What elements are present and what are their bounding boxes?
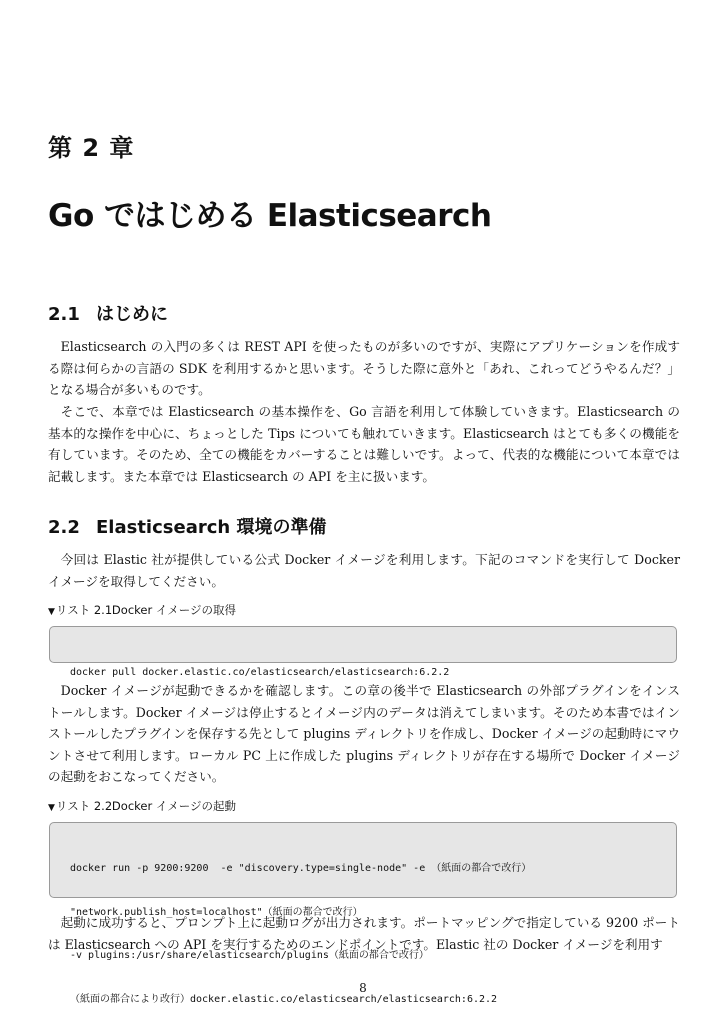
listing-caption (48, 798, 236, 814)
code-line: docker run -p 9200:9200 -e "discovery.type=single-node" -e （紙面の都合で改行） (70, 863, 532, 874)
section-number: 2.2 (48, 517, 80, 538)
code-line: "network.publish_host=localhost"（紙面の都合で改行） (70, 906, 363, 918)
code-line: -v plugins:/usr/share/elasticsearch/plugins（紙面の都合で改行） (70, 950, 429, 961)
page-number: 8 (359, 981, 367, 995)
paragraph: そこで、本章では Elasticsearch の基本操作を、Go 言語を利用して体験していきます。Elasticsearch の基本的な操作を中心に、ちょっとした Tips についても触れていきます。Elasticsearch はとても多くの機能を有しています。そのため、全ての機能をカバーすることは難しいです。よって、代表的な機能について本章では記載します。また本章では Elasticsearch の API を主に扱います。 (48, 404, 680, 484)
code-line: （紙面の都合により改行）docker.elastic.co/elasticsearch/elasticsearch:6.2.2 (70, 993, 498, 1005)
chapter-title: Go ではじめる Elasticsearch (48, 198, 492, 234)
listing-title: Docker イメージの起動 (111, 799, 236, 813)
chapter-label: 第 2 章 (48, 134, 135, 162)
section-heading-2-1 (48, 300, 168, 326)
section-title: はじめに (96, 304, 168, 325)
paragraph: 今回は Elastic 社が提供している公式 Docker イメージを利用します。下記のコマンドを実行して Docker イメージを取得してください。 (48, 552, 680, 589)
listing-number: リスト 2.2 (55, 799, 113, 813)
listing-number: リスト 2.1 (55, 603, 113, 617)
code-block (49, 626, 677, 678)
listing-caption (48, 602, 236, 618)
paragraph: 起動に成功すると、プロンプト上に起動ログが出力されます。ポートマッピングで指定している 9200 ポートは Elasticsearch への API を実行するためのエンドポイントです。Elastic 社の Docker イメージを利用す (48, 915, 680, 952)
triangle-marker-icon: ▼ (48, 803, 55, 813)
section-number: 2.1 (48, 304, 80, 325)
triangle-marker-icon: ▼ (48, 607, 55, 617)
section-title: Elasticsearch 環境の準備 (96, 517, 327, 538)
listing-title: Docker イメージの取得 (111, 603, 236, 617)
paragraph: Docker イメージが起動できるかを確認します。この章の後半で Elasticsearch の外部プラグインをインストールします。Docker イメージは停止するとイメージ内のデータは消えてしまいます。そのため本書ではインストールしたプラグインを保存する先として plugins ディレクトリを作成し、Docker イメージの起動時にマウントさせて利用します。ローカル PC 上に作成した plugins ディレクトリが存在する場所で Docker イメージの起動をおこなってください。 (48, 683, 680, 784)
code-line: docker pull docker.elastic.co/elasticsearch/elasticsearch:6.2.2 (70, 667, 450, 678)
paragraph: Elasticsearch の入門の多くは REST API を使ったものが多いのですが、実際にアプリケーションを作成する際は何らかの言語の SDK を利用するかと思います。そうした際に意外と「あれ、これってどうやるんだ？」となる場合が多いものです。 (48, 339, 680, 397)
section-heading-2-2 (48, 513, 326, 539)
